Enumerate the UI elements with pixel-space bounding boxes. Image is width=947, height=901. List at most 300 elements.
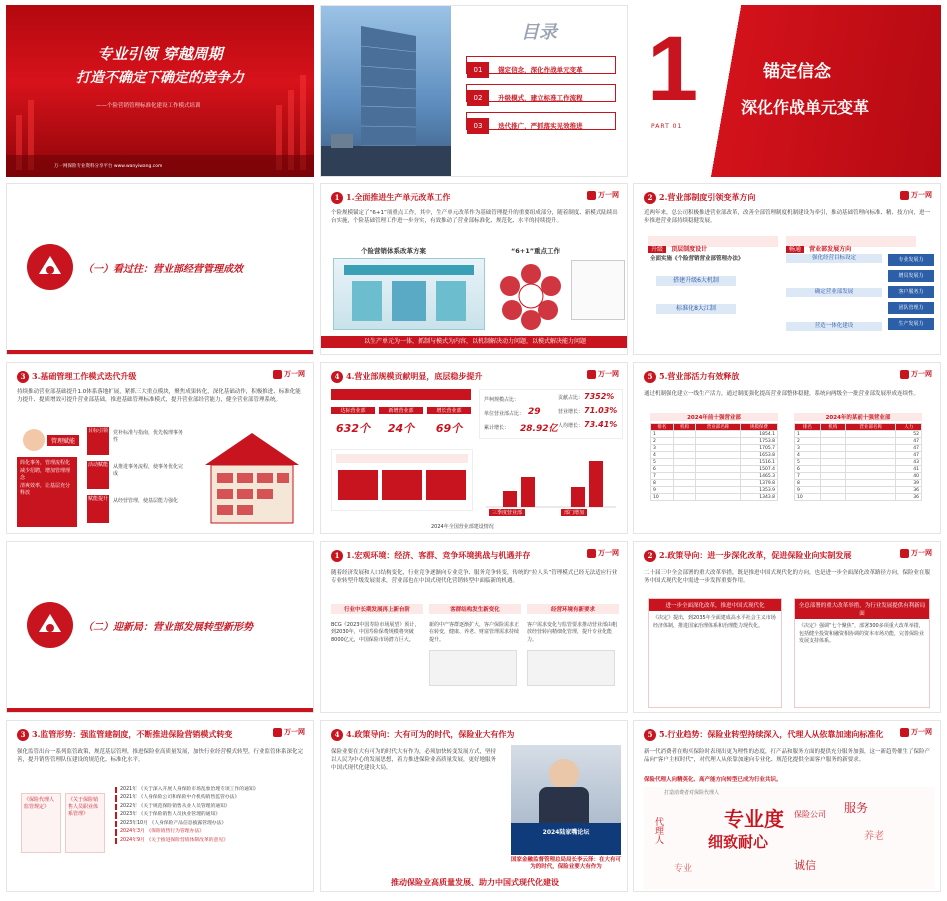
- org-cell: [820, 438, 846, 445]
- right-box-text: 《决定》强调“七个聚焦”，部署300多项重大改革举措，包括健全投资和融资相协调的资本市场功能，完善保险业发展支持体系。: [799, 623, 925, 644]
- value-cell: 1465.3: [740, 473, 777, 480]
- right-item-2: 确定营业部发展: [786, 288, 882, 297]
- stats-panel: [479, 389, 623, 439]
- stat-label-2: 单位营业部占比：: [484, 411, 525, 417]
- col-1-title: 行业中长期发展再上新台阶: [331, 604, 423, 614]
- row-1-tag: 目标引领: [87, 427, 109, 455]
- brand-logo: 万一网: [900, 548, 932, 558]
- rank-cell: 9: [651, 487, 674, 494]
- intro-paragraph: 二十届三中全会部署的重大改革举措，既是推进中国式现代化的方向，也是进一步全面深化改革路径方向，保险业在服务中国式现代化中需进一步发挥重要作用。: [644, 570, 931, 584]
- value-cell: 1353.9: [740, 487, 777, 494]
- screen-banner: [511, 823, 621, 855]
- slide-header: 3 3.监管形势：强监管建制度，不断推进保险营销模式转变: [17, 729, 232, 741]
- org-cell: [673, 445, 696, 452]
- col-1: [331, 604, 423, 708]
- brand-mark-icon: [587, 549, 596, 558]
- org-cell: [673, 494, 696, 501]
- table-row: [651, 487, 778, 494]
- cloud-word-5: 服务: [844, 801, 869, 815]
- footer-banner: 以生产单元为一体，抓制与模式为内容，以机制解决动力问题，以模式解决能力问题: [321, 336, 628, 348]
- kpi-2: [379, 407, 423, 436]
- kpi-1-label: 达标营业部: [331, 407, 375, 414]
- slide-header: 2 2.营业部制度引领变革方向: [644, 192, 755, 204]
- slide-basic-management[interactable]: [6, 362, 314, 534]
- brand-mark-icon: [900, 370, 909, 379]
- value-cell: 41: [896, 466, 922, 473]
- value-cell: 1507.4: [740, 466, 777, 473]
- sub-implement: 全面实施《个险营销营业部管理办法》: [650, 256, 744, 262]
- cloud-word-6: 养老: [864, 831, 884, 842]
- org-cell: [820, 445, 846, 452]
- name-cell: [696, 473, 740, 480]
- row-1-text: 党补标准与指南，优先梳理事务性: [113, 430, 184, 443]
- table-row: [795, 445, 922, 452]
- section-title: （一）看过往：营业部经营管理成效: [83, 264, 243, 275]
- kpi-1-value: 632个: [336, 422, 370, 435]
- slide-header: 2 2.政策导向：进一步深化改革，促进保险业向实制发展: [644, 550, 851, 562]
- value-cell: 1753.8: [740, 438, 777, 445]
- slide-section-1[interactable]: [6, 183, 314, 355]
- brand-mark-icon: [587, 191, 596, 200]
- rank-cell: 6: [795, 466, 821, 473]
- org-cell: [820, 473, 846, 480]
- org-cell: [820, 431, 846, 438]
- row-3: [87, 495, 187, 525]
- house-diagram-icon: [195, 425, 310, 530]
- left-box: [648, 598, 782, 708]
- section-bottom-bar: [7, 708, 314, 712]
- lower-left-panel: [331, 449, 473, 511]
- left-items-box: [17, 457, 77, 527]
- slide-regulation[interactable]: [6, 720, 314, 892]
- key-work-flower-icon: [496, 260, 566, 330]
- left-ranking-table: [650, 423, 778, 501]
- cover-bars-graphic: [6, 5, 314, 177]
- speaker-figure: [549, 759, 579, 789]
- timeline-item: 2024年9月 《关于推进保险营销体制改革的意见》: [115, 838, 309, 844]
- name-cell: [846, 494, 896, 501]
- rank-cell: 5: [651, 459, 674, 466]
- table-header-cell: 机构: [673, 424, 696, 431]
- table-row: [651, 494, 778, 501]
- toc-item-2[interactable]: [466, 84, 616, 102]
- toc-building-photo: [321, 6, 451, 177]
- toc-item-3-num: 03: [467, 118, 489, 134]
- name-cell: [846, 487, 896, 494]
- doc-card-2: 《关于保险销售人员职业体系管理》: [65, 793, 105, 853]
- table-header-cell: 机构: [820, 424, 846, 431]
- org-cell: [673, 473, 696, 480]
- value-cell: 1379.8: [740, 480, 777, 487]
- name-cell: [846, 473, 896, 480]
- pct-label-2: 营业增长：: [558, 409, 584, 415]
- key-work-note: [571, 260, 625, 320]
- name-cell: [696, 438, 740, 445]
- rank-cell: 10: [795, 494, 821, 501]
- slide-industry-trend[interactable]: [633, 720, 941, 892]
- slide-header: 5 5.行业趋势：保险业转型持续深入，代理人从依靠加速向标准化: [644, 729, 883, 741]
- reform-diagram: [333, 258, 485, 330]
- intro-paragraph: 新一代消费者在购买保险时表现出更为理性的态度，打产品和服务方面的提供充分服务加强，这一新趋势催生了保险产品向“客户主权时代”，对代理人从依靠加速向专业化、规范化提供全面客户服务的新要求。: [644, 749, 931, 763]
- rank-cell: 8: [651, 480, 674, 487]
- table-header-cell: 营业部名称: [696, 424, 740, 431]
- name-cell: [696, 445, 740, 452]
- rank-cell: 6: [651, 466, 674, 473]
- name-cell: [696, 459, 740, 466]
- col-2-chart: [429, 650, 517, 686]
- section-title: （二）迎新局：营业部发展转型新形势: [83, 622, 253, 633]
- org-cell: [673, 459, 696, 466]
- cover-title-line2: 打造不确定下确定的竞争力: [76, 70, 244, 86]
- cloud-word-7: 专业: [674, 864, 693, 874]
- value-cell: 1343.8: [740, 494, 777, 501]
- rank-cell: 9: [795, 487, 821, 494]
- rank-cell: 2: [795, 438, 821, 445]
- cover-title-line1: 专业引领 穿越周期: [97, 45, 223, 63]
- intro-paragraph: 个险规模锚定了“6+1”项重点工作，其中，生产单元改革作为基础管理提升的重要组成部分，随着制度、新模式陆续出台实施，个险基础管理工作进一步夯实，有效推动了营业部标准化、规范化、水平的持续提升。: [331, 210, 618, 224]
- brand-mark-icon: [900, 728, 909, 737]
- table-row: [651, 452, 778, 459]
- pct-value-2: 71.03%: [584, 406, 618, 415]
- kpi-3-value: 69个: [435, 422, 463, 435]
- stat-value-3: 28.92亿: [520, 424, 558, 434]
- section-logo-circle: [27, 244, 73, 290]
- building-icon: [321, 6, 451, 177]
- table-row: [651, 473, 778, 480]
- tag-upgrade-text: 顶层制度设计: [671, 246, 708, 253]
- left-box-title: 进一步全面深化改革，推进中国式现代化: [649, 599, 781, 611]
- table-row: [795, 438, 922, 445]
- col-2: [429, 604, 521, 708]
- toc-title: 目录: [521, 22, 557, 43]
- cloud-word-1: 专业度: [724, 807, 784, 831]
- highlight-text: 保险代理人向精英化、高产能方向转型已成为行业共识。: [644, 777, 782, 783]
- rank-cell: 4: [795, 452, 821, 459]
- name-cell: [696, 480, 740, 487]
- table-header-cell: 规模保费: [740, 424, 777, 431]
- rank-cell: 1: [795, 431, 821, 438]
- side-item-4: 团队管理力: [888, 302, 934, 314]
- col-3-title: 经营环境有新要求: [527, 604, 619, 614]
- slide-header: 1 1.宏观环境：经济、客群、竞争环境挑战与机遇并存: [331, 550, 530, 562]
- rank-cell: 2: [651, 438, 674, 445]
- table-header-cell: 营业部名称: [846, 424, 896, 431]
- toc-item-1-num: 01: [467, 62, 489, 78]
- value-cell: 47: [896, 438, 922, 445]
- timeline-item: 2022年 《关于规范保险销售从业人员管理的通知》: [115, 804, 309, 810]
- name-cell: [696, 494, 740, 501]
- slide-section-2[interactable]: [6, 541, 314, 713]
- slide-header: 1 1.全面推进生产单元改革工作: [331, 192, 450, 204]
- name-cell: [696, 487, 740, 494]
- brand-logo: 万一网: [587, 190, 619, 200]
- intro-paragraph: 通过机制强化建立一线生产活力，通过制度强化提高营业部整体稳健，系统向两级全一批营业部发展形成连续性。: [644, 391, 920, 397]
- bar-label-2: 部门增加: [561, 509, 587, 516]
- row-2-tag: 活动赋能: [87, 461, 109, 489]
- org-cell: [820, 459, 846, 466]
- value-cell: 43: [896, 459, 922, 466]
- pct-label-3: 人均增长：: [558, 423, 584, 429]
- kpi-2-label: 新增营业部: [379, 407, 423, 414]
- brand-logo: 万一网: [900, 727, 932, 737]
- name-cell: [846, 459, 896, 466]
- name-cell: [846, 480, 896, 487]
- org-cell: [820, 452, 846, 459]
- kpi-1: [331, 407, 375, 436]
- org-cell: [673, 452, 696, 459]
- section-logo-circle: [27, 602, 73, 648]
- org-cell: [673, 466, 696, 473]
- rank-cell: 4: [651, 452, 674, 459]
- table-header-cell: 人力: [896, 424, 922, 431]
- part-big-number: 1: [647, 18, 699, 120]
- tag-upgrade-label: 升级: [648, 246, 666, 253]
- table-header-cell: 排名: [795, 424, 821, 431]
- kpi-panel-title: [331, 389, 471, 400]
- side-item-2: 增员发展力: [888, 270, 934, 282]
- intro-paragraph: 保险业要在大有可为的时代大有作为，必须加快转变发展方式，坚持以人民为中心的发展思想，着力推进保险业高质量发展，更好地服务中国式现代化建设大局。: [331, 749, 497, 771]
- bar-chart-graphic: [481, 447, 621, 517]
- org-cell: [820, 466, 846, 473]
- org-cell: [820, 487, 846, 494]
- intro-paragraph: 强化监管出台一系列监管政策，规范基层管理，推进保险业高质量发展，加快行业经营模式转型，行业监管体系深化完善，提升销售管理队伍建设的规范化、标准化水平。: [17, 749, 304, 763]
- sub-six-mechanisms: 搭建升级6大机制: [656, 276, 736, 286]
- toc-item-3[interactable]: [466, 112, 616, 130]
- pct-label-1: 贡献占比：: [558, 395, 584, 401]
- right-box: [794, 598, 930, 708]
- org-cell: [673, 438, 696, 445]
- stat-label-1: 芦柯规模占比：: [484, 397, 520, 403]
- word-cloud: [644, 787, 934, 889]
- timeline-item: 2023年10月 《人身保险产品信息披露管理办法》: [115, 821, 309, 827]
- intro-paragraph: 近两年来，总公司积极推进营业部改革，改善全部管理制度机制建设为牵引，推动基础管理向标准、精、技方向，进一步推进营业部持续稳健发展。: [644, 210, 931, 224]
- stat-value-2: 29: [528, 407, 541, 417]
- org-cell: [673, 431, 696, 438]
- right-item-3: 营造一体化建设: [786, 322, 882, 331]
- row-2: [87, 461, 187, 491]
- side-item-5: 生产发展力: [888, 318, 934, 330]
- kpi-3-label: 增长营业部: [427, 407, 471, 414]
- col-3: [527, 604, 619, 708]
- brand-mark-icon: [273, 728, 282, 737]
- col-3-chart: [527, 650, 615, 686]
- value-cell: 52: [896, 431, 922, 438]
- stat-label-3: 累计增长：: [484, 425, 510, 431]
- left-table-title: 2024年前十强营业部: [650, 413, 778, 421]
- rank-cell: 7: [651, 473, 674, 480]
- brand-logo: 万一网: [900, 190, 932, 200]
- brand-mark-icon: [900, 549, 909, 558]
- person-avatar: [23, 429, 45, 451]
- value-cell: 36: [896, 487, 922, 494]
- name-cell: [846, 431, 896, 438]
- slide-dept-system[interactable]: [633, 183, 941, 355]
- left-label: 管理赋能: [47, 435, 79, 446]
- cover-subtitle: ——个险营销管理标准化建设工作模式培训: [96, 103, 201, 109]
- intro-paragraph: 持续推动营业部基础提升1.0体系落地扩展，紧抓三大重点模块，聚焦成果转化，深化基础动作，积极推进、标准化能力提升、提质增效可提升营业部基础，推进基础管理标准模式，提升营业部经营能力，健全营业部管理系统。: [17, 389, 301, 403]
- slide-header: 4 4.营业部规模贡献明显，底层稳步提升: [331, 371, 482, 383]
- toc-item-3-label: 迭代推广，严抓落实见效推进: [498, 122, 583, 130]
- row-3-text: 从经营管理，使基层能力强化: [113, 498, 179, 504]
- brand-mark-icon: [273, 370, 282, 379]
- value-cell: 47: [896, 445, 922, 452]
- left-caption: 个险营销体系改革方案: [361, 247, 426, 255]
- cloud-title: 打造消费者对保险代理人: [664, 790, 720, 796]
- regulation-timeline: [115, 787, 309, 846]
- slide-header: 4 4.政策导向：大有可为的时代，保险业大有作为: [331, 729, 514, 741]
- rank-cell: 10: [651, 494, 674, 501]
- tag-smooth: [786, 236, 916, 253]
- row-1: [87, 427, 187, 457]
- toc-item-1[interactable]: [466, 56, 616, 74]
- brand-logo: 万一网: [273, 727, 305, 737]
- value-cell: 1705.7: [740, 445, 777, 452]
- toc-item-2-num: 02: [467, 90, 489, 106]
- table-row: [651, 466, 778, 473]
- tag-smooth-label: 畅通: [786, 246, 804, 253]
- rank-cell: 3: [651, 445, 674, 452]
- table-row: [795, 459, 922, 466]
- pct-value-3: 73.41%: [584, 420, 618, 429]
- left-item-1: 简化事务，管理流程化: [20, 460, 71, 466]
- rank-cell: 8: [795, 480, 821, 487]
- section-bottom-bar: [7, 350, 314, 354]
- org-cell: [820, 494, 846, 501]
- cloud-word-8: 诚信: [794, 859, 816, 872]
- table-row: [651, 438, 778, 445]
- rank-cell: 1: [651, 431, 674, 438]
- value-cell: 39: [896, 480, 922, 487]
- table-row: [795, 452, 922, 459]
- name-cell: [696, 431, 740, 438]
- name-cell: [846, 452, 896, 459]
- row-3-tag: 赋能提升: [87, 495, 109, 523]
- slide-reform-work[interactable]: [320, 183, 628, 355]
- table-row: [651, 480, 778, 487]
- slide-header: 3 3.基础管理工作模式迭代升级: [17, 371, 136, 383]
- tag-upgrade: [648, 236, 778, 253]
- name-cell: [696, 466, 740, 473]
- part-title-2: 深化作战单元变革: [741, 98, 870, 117]
- table-row: [651, 431, 778, 438]
- brand-logo: 万一网: [587, 548, 619, 558]
- brand-mark-icon: [587, 370, 596, 379]
- doc-card-1: 《保险代理人监管规定》: [21, 793, 61, 853]
- left-item-3: 清爽效率，让基层充分释放: [20, 482, 71, 496]
- col-1-text: BCG《2023中国寿险市场展望》预计，到2030年，中国寿险保费规模将突破8000亿元，中国保险市场潜力巨大。: [331, 622, 420, 643]
- slide-macro-env[interactable]: [320, 541, 628, 713]
- company-logo-icon: [27, 244, 73, 290]
- name-cell: [846, 466, 896, 473]
- table-header-cell: 排名: [651, 424, 674, 431]
- value-cell: 47: [896, 452, 922, 459]
- table-row: [795, 494, 922, 501]
- brand-logo: 万一网: [273, 369, 305, 379]
- left-item-2: 减少招聘，增加管理理念: [20, 467, 71, 481]
- slide-cover[interactable]: [6, 5, 314, 177]
- timeline-item: 2023年 《关于保险销售人员执业管理的通知》: [115, 812, 309, 818]
- table-row: [795, 480, 922, 487]
- pct-value-1: 7352%: [584, 392, 615, 401]
- side-item-3: 客户服务力: [888, 286, 934, 298]
- row-2-text: 从推进事务流程，使事务优化完成: [113, 464, 184, 477]
- right-table-title: 2024年的某前十强营业部: [794, 413, 922, 421]
- rank-cell: 3: [795, 445, 821, 452]
- kpi-2-value: 24个: [387, 422, 415, 435]
- brand-logo: 万一网: [587, 369, 619, 379]
- timeline-item: 2024年3月 《保险销售行为管理办法》: [115, 829, 309, 835]
- table-row: [795, 487, 922, 494]
- chart-caption: 2024年全国营业部建设情况: [431, 524, 494, 530]
- name-cell: [846, 438, 896, 445]
- tag-smooth-text: 营业部发展方向: [809, 246, 852, 253]
- slide-header: 5 5.营业部活力有效释放: [644, 371, 739, 383]
- kpi-3: [427, 407, 471, 436]
- table-row: [795, 473, 922, 480]
- slide-part1[interactable]: [633, 5, 941, 177]
- bar-label-1: 三季度营业部: [489, 509, 525, 516]
- timeline-item: 2021年 《人身保险公司和保险中介机构销售监管办法》: [115, 795, 309, 801]
- part-label: PART 01: [651, 123, 683, 130]
- name-cell: [846, 445, 896, 452]
- slide-forum[interactable]: [320, 720, 628, 892]
- org-cell: [673, 487, 696, 494]
- org-cell: [820, 480, 846, 487]
- right-box-title: 全总部署的重大改革举措，为行业发展提供有利新局面: [795, 599, 929, 619]
- org-cell: [673, 480, 696, 487]
- sub-eight-systems: 标准化8大江制: [656, 304, 736, 314]
- toc-item-2-label: 升级模式，建立标准工作流程: [498, 94, 583, 102]
- value-cell: 1516.1: [740, 459, 777, 466]
- slide-vitality[interactable]: [633, 362, 941, 534]
- slide-toc[interactable]: [320, 5, 628, 177]
- value-cell: 1653.8: [740, 452, 777, 459]
- table-row: [795, 466, 922, 473]
- col-3-text: 客户需求变化与监管要求推动营业部由粗放经营转向精细化管理，提升专业化能力。: [527, 622, 618, 643]
- table-row: [651, 459, 778, 466]
- brand-mark-icon: [900, 191, 909, 200]
- cloud-word-3: 保险公司: [794, 810, 826, 819]
- left-box-text: 《决定》提出，到2035年全面建成高水平社会主义市场经济体制，推进国家治理体系和治理能力现代化。: [653, 615, 776, 629]
- table-row: [795, 431, 922, 438]
- cloud-word-2: 细致耐心: [708, 833, 769, 851]
- side-item-1: 专业发展力: [888, 254, 934, 266]
- right-ranking-table: [794, 423, 922, 501]
- table-row: [651, 445, 778, 452]
- cover-footer: 万一网保险专业资料分享平台 www.wanyiwang.com: [54, 164, 163, 169]
- cloud-word-4: 代理人: [653, 817, 663, 844]
- timeline-item: 2021年 《关于深入开展人身保险市场乱象治理专项工作的通知》: [115, 787, 309, 793]
- value-cell: 40: [896, 473, 922, 480]
- rank-cell: 5: [795, 459, 821, 466]
- brand-logo: 万一网: [900, 369, 932, 379]
- right-item-1: 强化经营目标设定: [786, 254, 882, 263]
- right-caption: “6+1”重点工作: [511, 247, 561, 255]
- footer-slogan: 推动保险业高质量发展、助力中国式现代化建设: [391, 878, 559, 887]
- col-2-title: 客群结构发生新变化: [429, 604, 521, 614]
- toc-item-1-label: 锚定信念，深化作战单元变革: [498, 66, 583, 74]
- slide-policy-direction[interactable]: [633, 541, 941, 713]
- rank-cell: 7: [795, 473, 821, 480]
- col-2-text: 新的中产客群逐渐扩大，客户保险需求正在转变，健康、养老、财富管理需求持续提升。: [429, 622, 520, 643]
- company-logo-icon: [27, 602, 73, 648]
- intro-paragraph: 随着经济发展和人口结构变化，行业竞争逐渐向专业竞争、服务竞争转变，传统的“拉人头”管理模式已经无法适应行业专业转型升级发展需求，营业部也在中国式现代化营销转型中面临新的机遇。: [331, 570, 618, 584]
- quote-text: 国家金融监督管理总局局长李云泽：在大有可为的时代，保险业要大有作为: [511, 857, 622, 871]
- screen-title: 2024陆家嘴论坛: [542, 829, 590, 836]
- value-cell: 36: [896, 494, 922, 501]
- value-cell: 1854.1: [740, 431, 777, 438]
- slide-scale-contribution[interactable]: [320, 362, 628, 534]
